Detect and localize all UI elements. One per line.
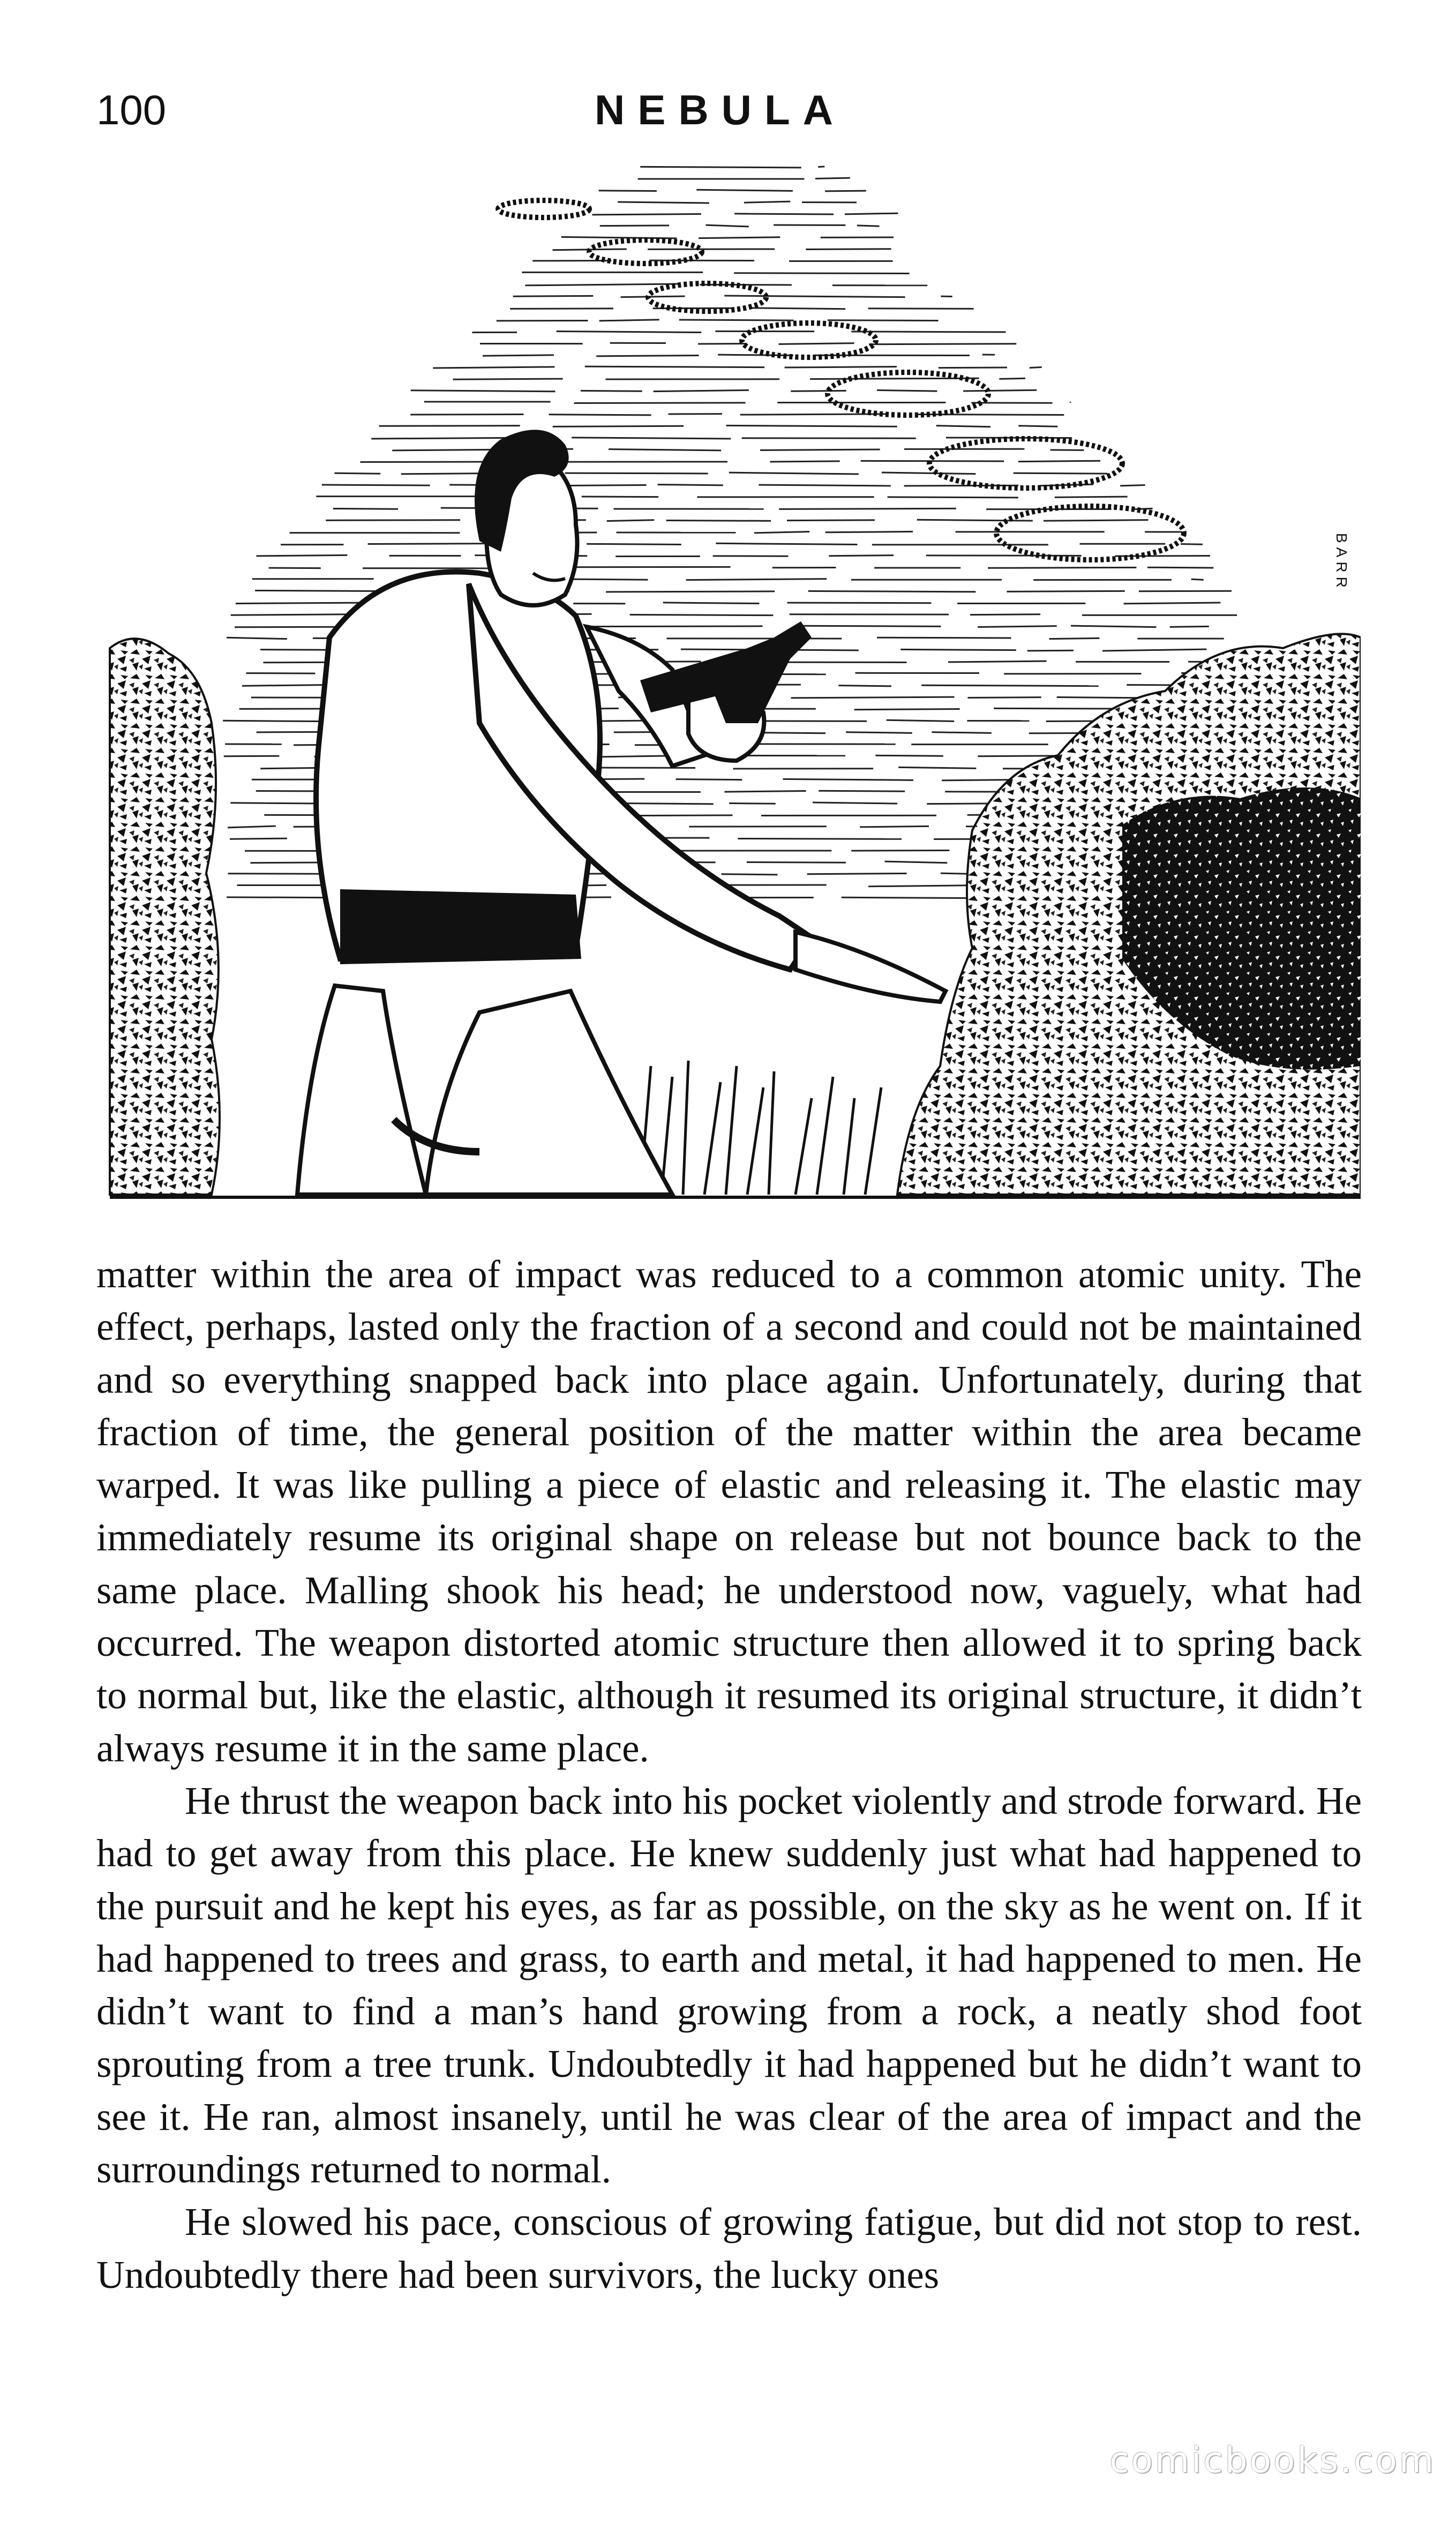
- hatch-line: [1147, 567, 1213, 568]
- hatch-line: [750, 308, 845, 309]
- hatch-line: [882, 472, 975, 474]
- hatch-line: [525, 284, 678, 286]
- hatch-line: [846, 732, 912, 733]
- hatch-line: [760, 449, 880, 450]
- hatch-line: [999, 378, 1025, 379]
- sky-ring: [996, 506, 1184, 560]
- hatch-line: [807, 873, 907, 874]
- hatch-line: [1071, 626, 1156, 627]
- hatch-line: [666, 520, 771, 521]
- hatch-line: [334, 473, 380, 474]
- hatch-line: [1049, 638, 1099, 639]
- hatch-line: [787, 520, 875, 521]
- hatch-line: [724, 296, 905, 297]
- hatch-line: [779, 343, 854, 344]
- hatch-line: [618, 202, 709, 203]
- hatch-line: [860, 826, 929, 827]
- hatch-line: [606, 591, 775, 592]
- hatch-line: [565, 473, 708, 474]
- hatch-line: [770, 461, 839, 462]
- artist-signature: BARR: [1333, 533, 1350, 592]
- hatch-line: [963, 390, 1037, 391]
- hatch-line: [585, 366, 764, 367]
- hatch-line: [609, 449, 721, 451]
- hatch-line: [696, 190, 793, 191]
- hatch-line: [716, 543, 857, 544]
- watermark: comicbooks.com: [1109, 2440, 1436, 2481]
- hatch-line: [978, 626, 1056, 627]
- sky-ring: [742, 323, 876, 357]
- hatch-line: [706, 225, 748, 227]
- hatch-line: [791, 697, 954, 698]
- hatch-line: [988, 567, 1136, 568]
- hatch-line: [740, 414, 888, 415]
- hatch-line: [698, 343, 747, 344]
- hatch-line: [686, 579, 827, 580]
- hatch-line: [433, 367, 554, 368]
- hatch-line: [1027, 650, 1074, 651]
- hatch-line: [754, 532, 809, 533]
- hatch-line: [1115, 556, 1210, 557]
- hatch-line: [738, 838, 902, 839]
- hatch-line: [900, 649, 1016, 650]
- paragraph: matter within the area of impact was reduced to a common atomic unity. The effect, perhaps, lasted only the fraction of a second and could not be maintained and so everything snapped back into place again. Unfortunately, during that fraction of time, the general position of the matter within the area became warped. It was like pulling a piece of elastic and releasing it. The elastic may immediately resume its original shape on release but not bounce back to the same place. Malling shook his head; he understood now, vaguely, what had occurred. The weapon distorted atomic structure then allowed it to spring back to normal but, like the elastic, although it resumed its original structure, it didn’t always resume it in the same place.: [96, 1252, 1362, 1770]
- hatch-line: [967, 697, 1041, 698]
- body-text: [96, 1248, 1362, 2301]
- hatch-line: [759, 485, 890, 486]
- hatch-line: [598, 756, 671, 757]
- hatch-line: [256, 555, 347, 556]
- hatch-line: [868, 885, 978, 887]
- hatch-line: [885, 861, 948, 863]
- hatch-line: [904, 485, 1019, 486]
- hatch-line: [223, 720, 334, 722]
- hatch-line: [936, 426, 991, 427]
- hatch-line: [1044, 520, 1149, 521]
- page-number: 100: [96, 86, 167, 133]
- sky-rings: [498, 200, 1184, 560]
- hatch-line: [888, 497, 1018, 498]
- hatch-line: [729, 472, 859, 474]
- hatch-line: [607, 520, 655, 521]
- hatch-line: [970, 614, 1040, 615]
- hatch-line: [875, 755, 943, 756]
- paragraph: He thrust the weapon back into his pocket violently and strode forward. He had to get away from this place. He knew suddenly just what had happened to the pursuit and he kept his eyes, as far as possible, on the sky as he went on. If it had happened to trees and grass, to earth and metal, it had happened to men. He didn’t want to find a man’s hand growing from a rock, a neatly shod foot sprouting from a tree trunk. Undoubtedly it had happened but he didn’t want to see it. He ran, almost insanely, until he was clear of the area of impact and the surroundings returned to normal.: [96, 1778, 1362, 2191]
- hatch-line: [1102, 649, 1207, 651]
- hatch-line: [898, 767, 976, 768]
- sky-ring: [498, 200, 589, 217]
- hatch-line: [230, 838, 287, 839]
- hatch-line: [887, 720, 955, 721]
- illustration-drawing: [104, 155, 1361, 1216]
- hatch-line: [948, 661, 1047, 662]
- hatch-line: [806, 249, 891, 250]
- grass: [640, 1061, 881, 1195]
- hatch-line: [825, 531, 913, 532]
- hatch-line: [621, 296, 685, 297]
- running-head: NEBULA: [595, 86, 846, 133]
- hatch-line: [411, 391, 556, 392]
- hatch-line: [588, 626, 763, 627]
- hatch-line: [699, 237, 780, 238]
- hatch-line: [917, 520, 1033, 521]
- hatch-line: [877, 390, 937, 391]
- hatch-line: [630, 614, 774, 615]
- hatch-line: [1191, 579, 1204, 580]
- hatch-line: [1014, 473, 1108, 474]
- hatch-line: [744, 201, 790, 202]
- hatch-line: [747, 862, 846, 863]
- hatch-line: [246, 673, 315, 674]
- left-foliage: [110, 639, 220, 1195]
- hatch-line: [734, 273, 909, 274]
- hatch-line: [726, 425, 897, 426]
- hatch-line: [1124, 603, 1221, 604]
- hatch-line: [939, 367, 1007, 368]
- illustration: [104, 155, 1361, 1216]
- hatch-line: [845, 213, 898, 214]
- hatch-line: [228, 826, 276, 828]
- hatch-line: [572, 438, 731, 439]
- hatch-line: [779, 508, 956, 509]
- hatch-line: [599, 320, 659, 321]
- hatch-line: [813, 802, 897, 804]
- hatch-line: [1170, 626, 1209, 627]
- hatch-line: [676, 779, 742, 780]
- hatch-line: [483, 355, 554, 356]
- hatch-line: [557, 331, 702, 332]
- hatch-line: [877, 637, 1011, 638]
- paragraph: He slowed his pace, conscious of growing fatigue, but did not stop to rest. Undoubtedly there had been survivors, the lucky ones: [96, 2200, 1362, 2296]
- hatch-line: [326, 520, 460, 521]
- sky-ring: [929, 439, 1122, 488]
- hatch-line: [663, 603, 760, 604]
- page-header: [96, 80, 868, 139]
- hatch-line: [783, 779, 913, 780]
- hatch-line: [828, 320, 939, 321]
- hatch-line: [333, 508, 398, 509]
- hatch-line: [854, 709, 960, 710]
- hatch-line: [722, 874, 778, 875]
- hatch-line: [932, 732, 991, 733]
- hatch-line: [227, 637, 287, 639]
- hatch-line: [921, 685, 1098, 686]
- hatch-line: [724, 791, 806, 792]
- hatch-line: [654, 390, 749, 391]
